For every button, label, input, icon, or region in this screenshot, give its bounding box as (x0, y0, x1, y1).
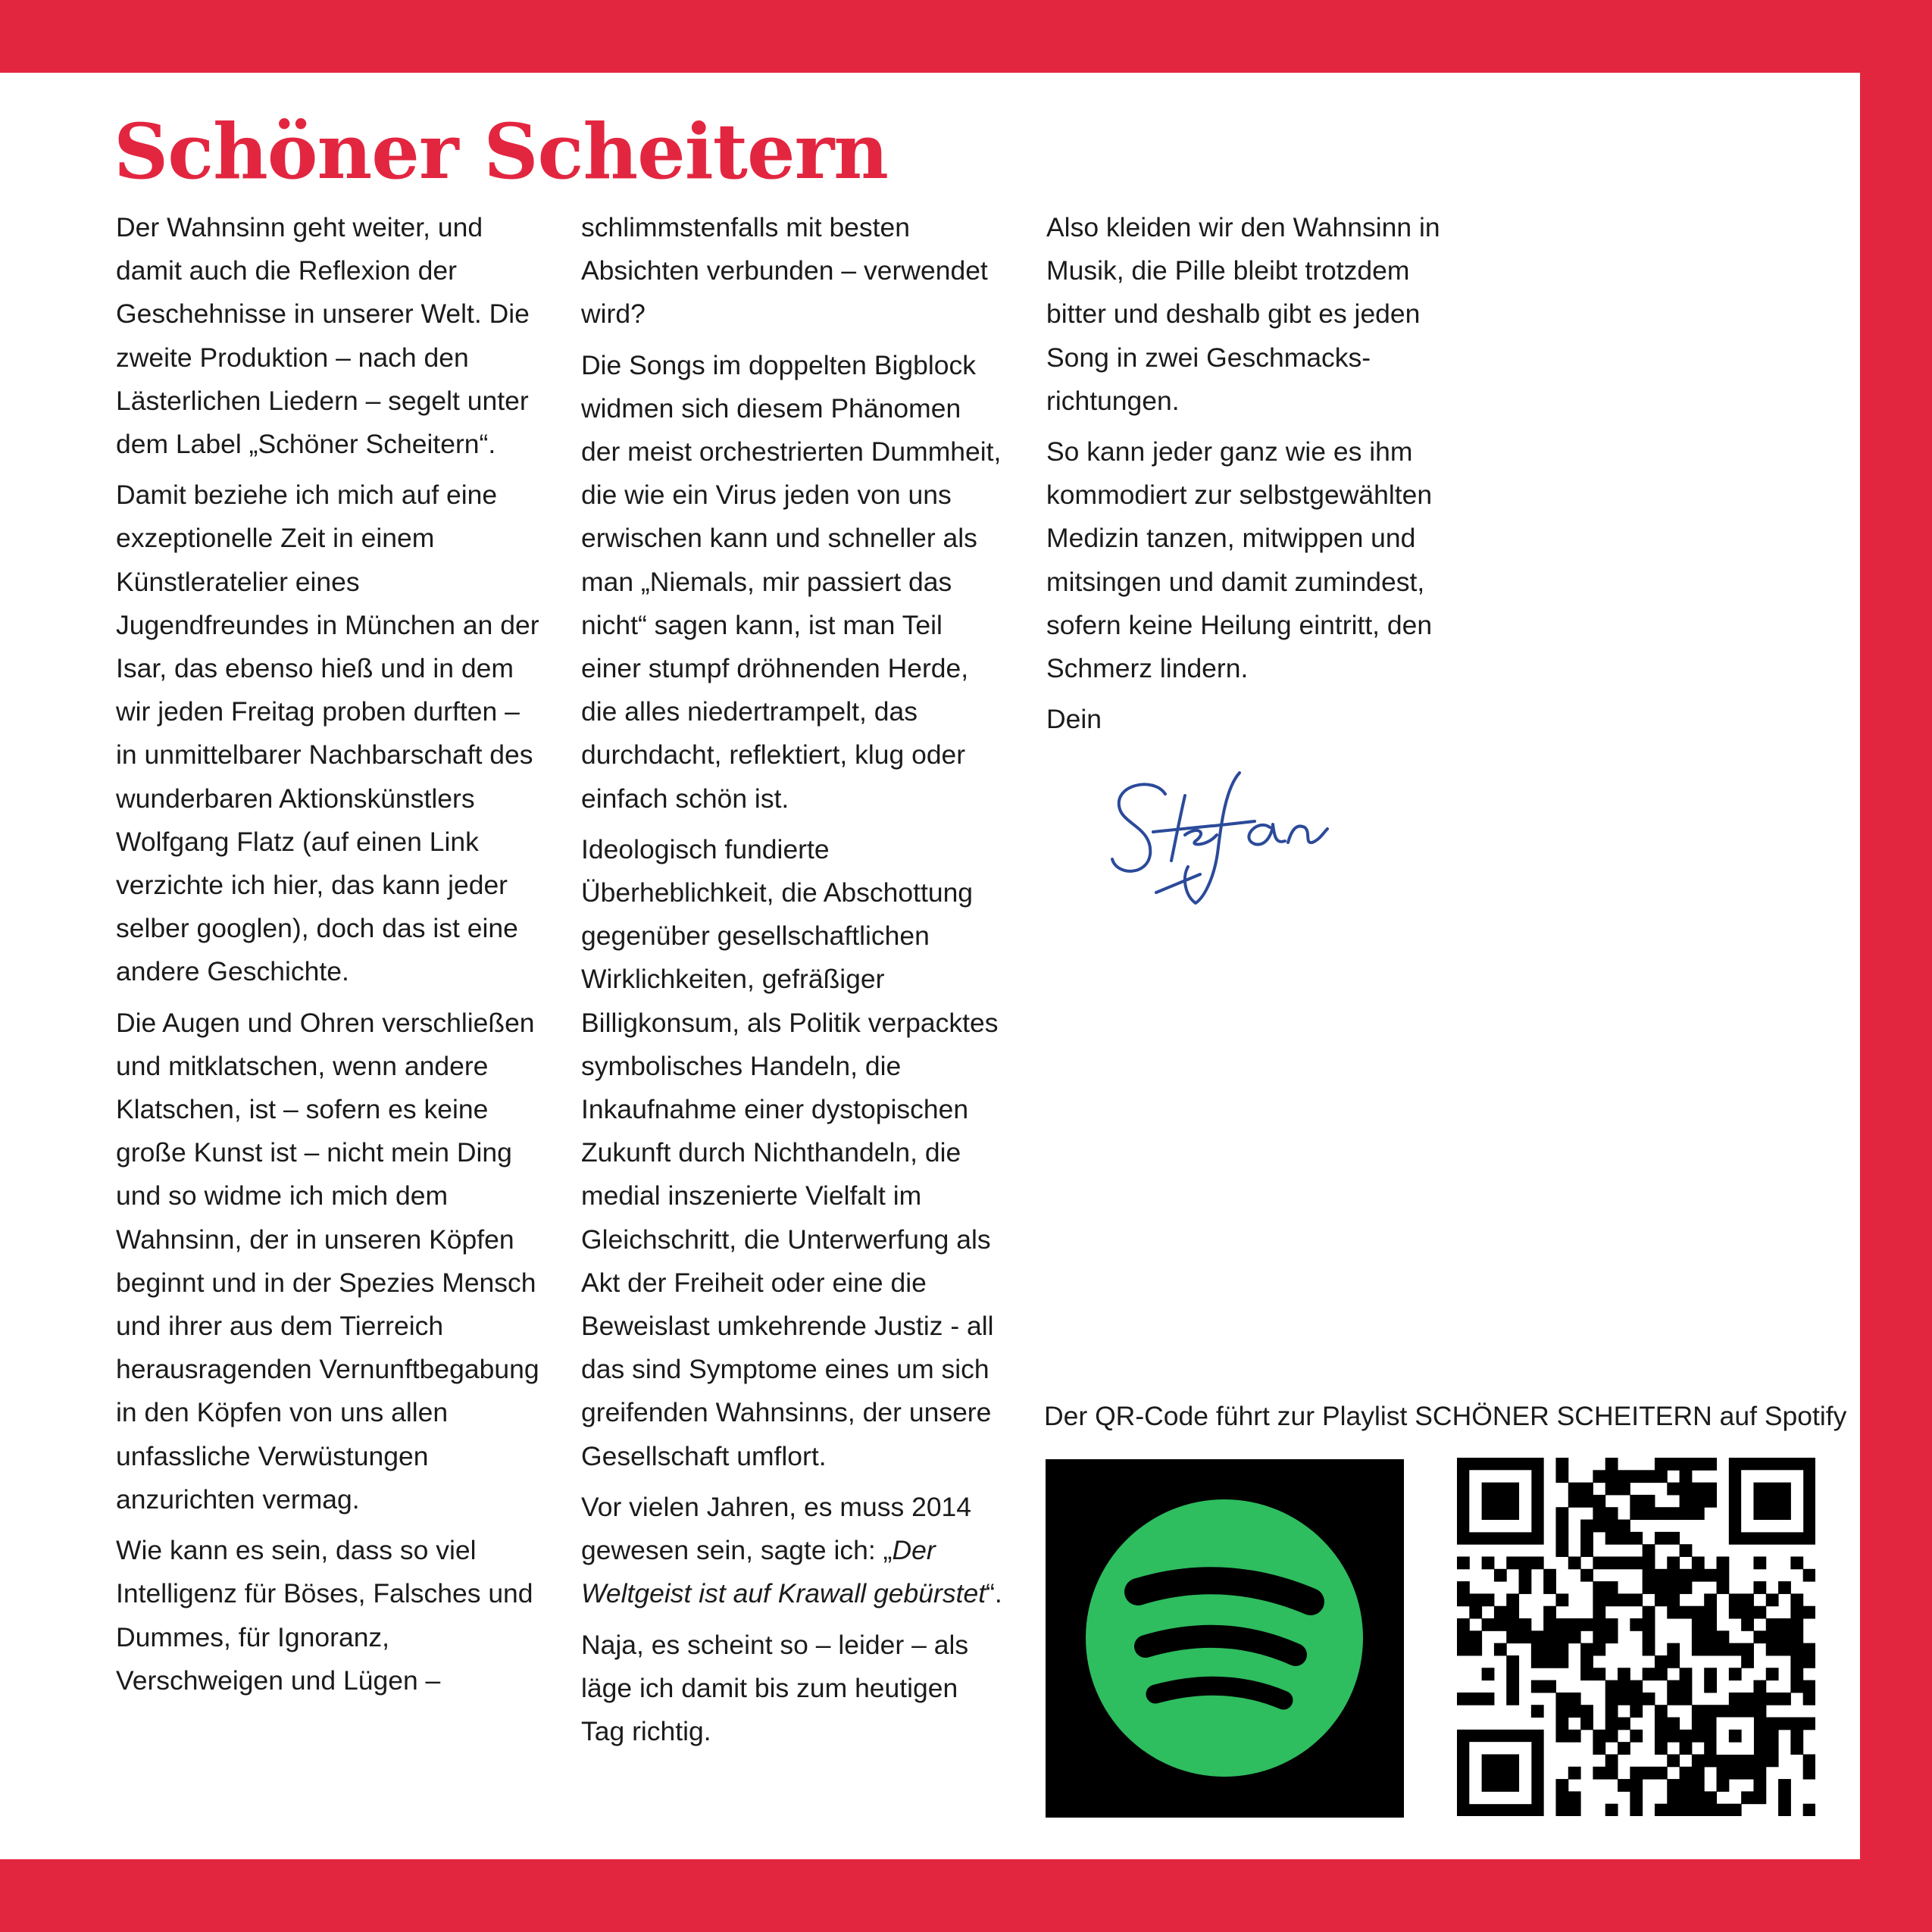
paragraph: Die Augen und Ohren verschließen und mitklatschen, wenn andere Klatschen, ist – sofern es keine große Kunst ist – nicht mein Ding und so widme ich mich dem Wahnsinn, der in unseren Köpfen beginnt und in der Spezies Mensch und ihrer aus dem Tierreich herausragenden Vernunftbegabung in den Köpfen von uns allen unfassliche Verwüstungen anzurichten vermag. (116, 1007, 539, 1515)
closing-salutation: Dein (1046, 704, 1102, 735)
qr-code-tile[interactable] (1457, 1458, 1815, 1816)
qr-code-icon (1457, 1458, 1815, 1816)
page-title: Schöner Scheitern (114, 107, 888, 196)
paragraph: Ideologisch fundierte Überheblichkeit, die Abschottung gegenüber gesellschaftlichen Wirklichkeiten, gefräßiger Billigkonsum, als Politik verpacktes symbolisches Handeln, die Inkaufnahme einer dystopischen Zukunft durch Nichthandeln, die medial inszenierte Vielfalt im Gleichschritt, die Unterwerfung als Akt der Freiheit oder eine die Beweislast umkehrende Justiz - all das sind Symptome eines um sich greifenden Wahnsinns, der unsere Gesellschaft umflort. (581, 833, 999, 1471)
paragraph: Wie kann es sein, dass so viel Intelligenz für Böses, Falsches und Dummes, für Ignoranz, Verschweigen und Lügen – (116, 1535, 533, 1696)
text-column-3 (1046, 206, 1471, 749)
qr-caption: Der QR-Code führt zur Playlist SCHÖNER SCHEITERN auf Spotify (1044, 1401, 1847, 1431)
paragraph: Die Songs im doppelten Bigblock widmen sich diesem Phänomen der meist orchestrierten Dummheit, die wie ein Virus jeden von uns erwischen kann und schneller als man „Niemals, mir passiert das nicht“ sagen kann, ist man Teil einer stumpf dröhnenden Herde, die alles niedertrampelt, das durchdacht, reflektiert, klug oder einfach schön ist. (581, 349, 1002, 814)
text-column-2 (581, 206, 1005, 1761)
paragraph: So kann jeder ganz wie es ihm kommodiert zur selbstgewählten Medizin tanzen, mitwippen und mitsingen und damit zumindest, sofern keine Heilung eintritt, den Schmerz lindern. (1046, 436, 1433, 684)
quote-intro: Vor vielen Jahren, es muss 2014 gewesen sein, sagte ich: „ (581, 1491, 972, 1566)
handwritten-signature (1106, 762, 1349, 906)
quote-outro: “. (986, 1578, 1002, 1609)
paragraph: schlimmstenfalls mit besten Absichten verbunden – verwendet wird? (581, 212, 988, 330)
paragraph: Naja, es scheint so – leider – als läge ich damit bis zum heutigen Tag richtig. (581, 1629, 969, 1746)
paragraph: Also kleiden wir den Wahnsinn in Musik, die Pille bleibt trotzdem bitter und deshalb gibt es jeden Song in zwei Geschmacks-richtungen. (1046, 212, 1440, 416)
page-sheet (0, 73, 1860, 1859)
text-column-1 (116, 206, 540, 1710)
paragraph: Damit beziehe ich mich auf eine exzeptionelle Zeit in einem Künstleratelier eines Jugendfreundes in München an der Isar, das ebenso hieß und in dem wir jeden Freitag proben durften – in unmittelbarer Nachbarschaft des wunderbaren Aktionskünstlers Wolfgang Flatz (auf einen Link verzichte ich hier, das kann jeder selber googlen), doch das ist eine andere Geschichte. (116, 480, 539, 987)
quote-text: Der Weltgeist ist auf Krawall gebürstet (581, 1535, 986, 1609)
spotify-logo-icon (1046, 1459, 1404, 1818)
paragraph (581, 1486, 1005, 1616)
spotify-logo-tile[interactable] (1046, 1459, 1404, 1818)
paragraph: Der Wahnsinn geht weiter, und damit auch die Reflexion der Geschehnisse in unserer Welt. Die zweite Produktion – nach den Lästerlichen Liedern – segelt unter dem Label „Schöner Scheitern“. (116, 212, 530, 460)
